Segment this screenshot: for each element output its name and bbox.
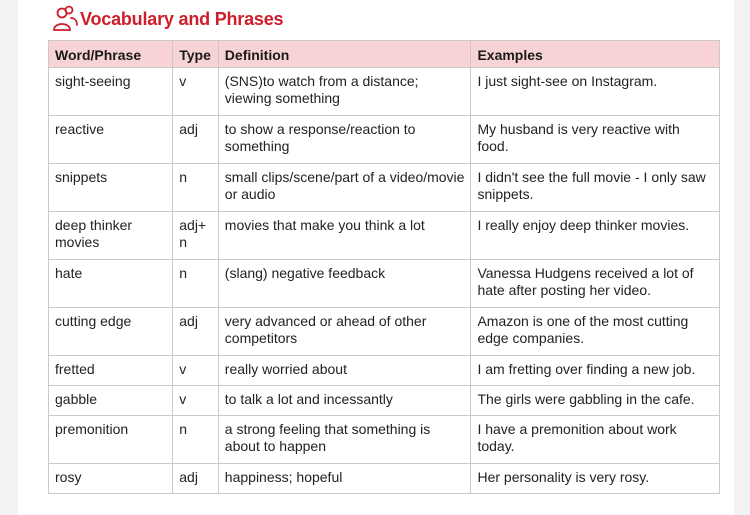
table-row xyxy=(49,386,720,416)
definition-cell: happiness; hopeful xyxy=(218,464,471,494)
example-cell: I am fretting over finding a new job. xyxy=(471,356,720,386)
column-header-type: Type xyxy=(173,41,219,68)
type-cell: adj xyxy=(173,464,219,494)
definition-cell: to talk a lot and incessantly xyxy=(218,386,471,416)
word-cell: sight-seeing xyxy=(49,68,173,116)
type-cell: n xyxy=(173,260,219,308)
table-header-row xyxy=(49,41,720,68)
word-cell: snippets xyxy=(49,164,173,212)
vocabulary-table xyxy=(48,40,720,494)
example-cell: I didn't see the full movie - I only saw snippets. xyxy=(471,164,720,212)
type-cell: adj xyxy=(173,116,219,164)
two-people-icon xyxy=(52,5,78,33)
table-row xyxy=(49,164,720,212)
type-cell: n xyxy=(173,416,219,464)
document-page xyxy=(18,0,734,515)
type-cell: n xyxy=(173,164,219,212)
definition-cell: to show a response/reaction to something xyxy=(218,116,471,164)
example-cell: My husband is very reactive with food. xyxy=(471,116,720,164)
definition-cell: (slang) negative feedback xyxy=(218,260,471,308)
table-row xyxy=(49,116,720,164)
table-row xyxy=(49,416,720,464)
table-row xyxy=(49,212,720,260)
column-header-definition: Definition xyxy=(218,41,471,68)
definition-cell: small clips/scene/part of a video/movie or audio xyxy=(218,164,471,212)
table-row xyxy=(49,260,720,308)
type-cell: adj+ n xyxy=(173,212,219,260)
example-cell: Amazon is one of the most cutting edge companies. xyxy=(471,308,720,356)
definition-cell: really worried about xyxy=(218,356,471,386)
example-cell: The girls were gabbling in the cafe. xyxy=(471,386,720,416)
example-cell: Vanessa Hudgens received a lot of hate after posting her video. xyxy=(471,260,720,308)
word-cell: rosy xyxy=(49,464,173,494)
section-header xyxy=(52,2,283,36)
type-cell: v xyxy=(173,68,219,116)
word-cell: cutting edge xyxy=(49,308,173,356)
definition-cell: (SNS)to watch from a distance; viewing something xyxy=(218,68,471,116)
table-row xyxy=(49,68,720,116)
example-cell: I just sight-see on Instagram. xyxy=(471,68,720,116)
example-cell: I have a premonition about work today. xyxy=(471,416,720,464)
page-title: Vocabulary and Phrases xyxy=(80,8,284,29)
word-cell: reactive xyxy=(49,116,173,164)
table-row xyxy=(49,356,720,386)
example-cell: Her personality is very rosy. xyxy=(471,464,720,494)
table-row xyxy=(49,464,720,494)
type-cell: v xyxy=(173,356,219,386)
definition-cell: movies that make you think a lot xyxy=(218,212,471,260)
type-cell: adj xyxy=(173,308,219,356)
table-row xyxy=(49,308,720,356)
word-cell: fretted xyxy=(49,356,173,386)
word-cell: gabble xyxy=(49,386,173,416)
column-header-word: Word/Phrase xyxy=(49,41,173,68)
definition-cell: a strong feeling that something is about to happen xyxy=(218,416,471,464)
word-cell: hate xyxy=(49,260,173,308)
word-cell: deep thinker movies xyxy=(49,212,173,260)
example-cell: I really enjoy deep thinker movies. xyxy=(471,212,720,260)
column-header-examples: Examples xyxy=(471,41,720,68)
type-cell: v xyxy=(173,386,219,416)
definition-cell: very advanced or ahead of other competitors xyxy=(218,308,471,356)
word-cell: premonition xyxy=(49,416,173,464)
